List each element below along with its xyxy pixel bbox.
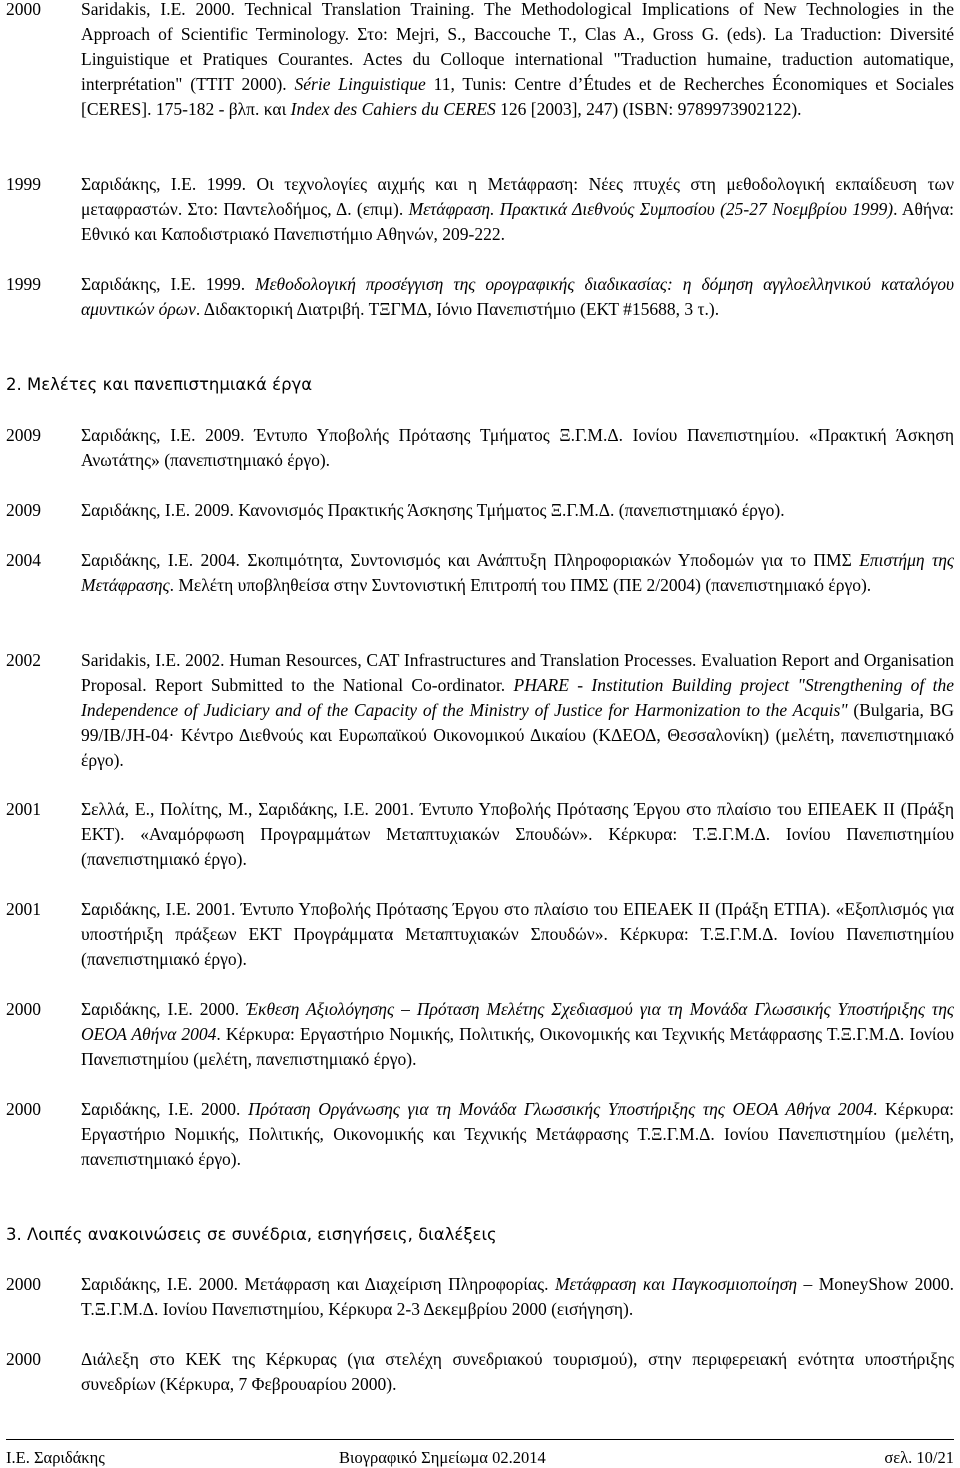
bibliography-entry <box>0 423 960 473</box>
footer-page-number: σελ. 10/21 <box>884 1448 954 1467</box>
entry-italic-run: Index des Cahiers du CERES <box>290 99 496 119</box>
entry-year: 2000 <box>6 1099 41 1119</box>
section-heading <box>6 1222 497 1247</box>
bibliography-entry <box>0 1272 960 1322</box>
entry-year: 2002 <box>6 650 41 670</box>
entry-year: 2000 <box>6 1349 41 1369</box>
entry-text-run: . Διδακτορική Διατριβή. ΤΞΓΜΔ, Ιόνιο Πανεπιστήμιο (ΕΚΤ #15688, 3 τ.). <box>195 299 720 319</box>
bibliography-entry <box>0 548 960 598</box>
entry-italic-run: Série Linguistique <box>294 74 426 94</box>
entry-year: 2001 <box>6 799 41 819</box>
entry-text <box>81 1347 954 1397</box>
entry-text-run: Σαριδάκης, Ι.Ε. 1999. <box>81 274 256 294</box>
entry-italic-run: Μετάφραση και Παγκοσμιοποίηση <box>554 1274 798 1294</box>
entry-text-run: 11, Tunis: Centre d’Études et de Recherches Économiques et Sociales [CERES]. 175-182 - βλπ. και <box>81 74 954 119</box>
section-heading-text: 2. Μελέτες και πανεπιστημιακά έργα <box>6 375 313 394</box>
entry-text-run: Σαριδάκης, Ι.Ε. 2000. <box>81 999 247 1019</box>
entry-year: 2004 <box>6 550 41 570</box>
bibliography-entry <box>0 272 960 322</box>
entry-text-run: Σαριδάκης, Ι.Ε. 2001. Έντυπο Υποβολής Πρότασης Έργου στο πλαίσιο του ΕΠΕΑΕΚ ΙΙ (Πράξη ΕΤΠΑ). «Εξοπλισμός για υποστήριξη πράξεων ΕΚΤ Προγράμματα Μεταπτυχιακών Σπουδών». Κέρκυρα: Τ.Ξ.Γ.Μ.Δ. Ιονίου Πανεπιστημίου (πανεπιστημιακό έργο). <box>81 899 954 969</box>
entry-year: 2009 <box>6 500 41 520</box>
entry-text <box>81 797 954 872</box>
entry-text-run: Σαριδάκης, Ι.Ε. 2009. Έντυπο Υποβολής Πρότασης Τμήματος Ξ.Γ.Μ.Δ. Ιονίου Πανεπιστημίου. «Πρακτική Άσκηση Ανωτάτης» (πανεπιστημιακό έργο). <box>81 425 954 470</box>
entry-text-run: Διάλεξη στο ΚΕΚ της Κέρκυρας (για στελέχη συνεδριακού τουρισμού), στην περιφερειακή ενότητα υποστήριξης συνεδρίων (Κέρκυρα, 7 Φεβρουαρίου 2000). <box>81 1349 954 1394</box>
entry-text-run: Σαριδάκης, Ι.Ε. 2000. Μετάφραση και Διαχείριση Πληροφορίας. <box>81 1274 555 1294</box>
bibliography-entry <box>0 0 960 122</box>
entry-text-run: Σαριδάκης, Ι.Ε. 2009. Κανονισμός Πρακτικής Άσκησης Τμήματος Ξ.Γ.Μ.Δ. (πανεπιστημιακό έργο). <box>81 500 785 520</box>
entry-text <box>81 1097 954 1172</box>
entry-text <box>81 0 954 122</box>
entry-italic-run: Μεθοδολογική προσέγγιση της ορογραφικής διαδικασίας: η δόμηση αγγλοελληνικού καταλόγου αμυντικών όρων <box>81 274 954 319</box>
entry-year: 2009 <box>6 425 41 445</box>
bibliography-entry <box>0 997 960 1072</box>
bibliography-entry <box>0 1347 960 1397</box>
entry-italic-run: Μετάφραση. Πρακτικά Διεθνούς Συμποσίου (25-27 Νοεμβρίου 1999) <box>408 199 894 219</box>
entry-text-run: Σαριδάκης, Ι.Ε. 2000. <box>81 1099 249 1119</box>
entry-italic-run: PHARE - Institution Building project "Strengthening of the Independence of Judiciary and of the Capacity of the Ministry of Justice for Harmonization to the Acquis" <box>81 675 954 720</box>
entry-text <box>81 1272 954 1322</box>
entry-text-run: Σαριδάκης, Ι.Ε. 2004. Σκοπιμότητα, Συντονισμός και Ανάπτυξη Πληροφοριακών Υποδομών για το ΠΜΣ <box>81 550 860 570</box>
entry-text <box>81 997 954 1072</box>
entry-text <box>81 648 954 773</box>
footer-author: Ι.Ε. Σαριδάκης <box>6 1448 105 1467</box>
entry-year: 1999 <box>6 274 41 294</box>
bibliography-entry <box>0 648 960 773</box>
entry-text-run: Σαριδάκης, Ι.Ε. 1999. Οι τεχνολογίες αιχμής και η Μετάφραση: Νέες πτυχές στη μεθοδολογική εκπαίδευση των μεταφραστών. Στο: Παντελοδήμος, Δ. (επιμ). <box>81 174 954 219</box>
page-footer <box>6 1439 954 1467</box>
entry-text-run: (Bulgaria, BG 99/IB/JH-04· Κέντρο Διεθνούς και Ευρωπαϊκού Οικονομικού Δικαίου (ΚΔΕΟΔ, Θεσσαλονίκη) (μελέτη, πανεπιστημιακό έργο). <box>81 700 954 770</box>
entry-year: 2001 <box>6 899 41 919</box>
entry-text-run: . Κέρκυρα: Εργαστήριο Νομικής, Πολιτικής, Οικονομικής και Τεχνικής Μετάφρασης Τ.Ξ.Γ.Μ.Δ. Ιονίου Πανεπιστημίου (μελέτη, πανεπιστημιακό έργο). <box>81 1024 954 1069</box>
bibliography-entry <box>0 172 960 247</box>
entry-year: 2000 <box>6 0 41 19</box>
entry-text-run: 126 [2003], 247) (ISBN: 9789973902122). <box>495 99 802 119</box>
bibliography-entry <box>0 897 960 972</box>
entry-text <box>81 897 954 972</box>
entry-italic-run: Πρόταση Οργάνωσης για τη Μονάδα Γλωσσικής Υποστήριξης της ΟΕΟΑ Αθήνα 2004 <box>248 1099 873 1119</box>
entry-text-run: Saridakis, I.E. 2002. Human Resources, CAT Infrastructures and Translation Processes. Evaluation Report and Organisation Proposal. Report Submitted to the National Co-ordinator. <box>81 650 954 695</box>
entry-year: 2000 <box>6 1274 41 1294</box>
entry-text-run: Σελλά, Ε., Πολίτης, Μ., Σαριδάκης, Ι.Ε. 2001. Έντυπο Υποβολής Πρότασης Έργου στο πλαίσιο του ΕΠΕΑΕΚ ΙΙ (Πράξη ΕΚΤ). «Αναμόρφωση Προγραμμάτων Μεταπτυχιακών Σπουδών». Κέρκυρα: Τ.Ξ.Γ.Μ.Δ. Ιονίου Πανεπιστημίου (πανεπιστημιακό έργο). <box>81 799 954 869</box>
section-heading <box>6 372 312 397</box>
entry-text-run: – MoneyShow 2000. Τ.Ξ.Γ.Μ.Δ. Ιονίου Πανεπιστημίου, Κέρκυρα 2-3 Δεκεμβρίου 2000 (εισήγηση). <box>81 1274 955 1319</box>
entry-text <box>81 423 954 473</box>
entry-italic-run: Έκθεση Αξιολόγησης – Πρόταση Μελέτης Σχεδιασμού για τη Μονάδα Γλωσσικής Υποστήριξης της ΟΕΟΑ Αθήνα 2004 <box>81 999 954 1044</box>
entry-text <box>81 172 954 247</box>
entry-text-run: . Αθήνα: Εθνικό και Καποδιστριακό Πανεπιστήμιο Αθηνών, 209-222. <box>81 199 954 244</box>
entry-text <box>81 548 954 598</box>
entry-text-run: Saridakis, I.E. 2000. Technical Translation Training. The Methodological Implications of New Technologies in the Approach of Scientific Terminology. Στο: Mejri, S., Baccouche T., Clas A., Gross G. (eds). La Traduction: Diversité Linguistique et Pratiques Courantes. Actes du Colloque international "Traduction humaine, traduction automatique, interprétation" (TTIT 2000). <box>81 0 954 94</box>
entry-text-run: . Μελέτη υποβληθείσα στην Συντονιστική Επιτροπή του ΠΜΣ (ΠΕ 2/2004) (πανεπιστημιακό έργο). <box>169 575 872 595</box>
section-heading-text: 3. Λοιπές ανακοινώσεις σε συνέδρια, εισηγήσεις, διαλέξεις <box>6 1225 497 1244</box>
entry-text-run: . Κέρκυρα: Εργαστήριο Νομικής, Πολιτικής, Οικονομικής και Τεχνικής Μετάφρασης Τ.Ξ.Γ.Μ.Δ. Ιονίου Πανεπιστημίου (μελέτη, πανεπιστημιακό έργο). <box>81 1099 954 1169</box>
entry-italic-run: Επιστήμη της Μετάφρασης <box>81 550 954 595</box>
footer-title: Βιογραφικό Σημείωμα 02.2014 <box>339 1448 546 1467</box>
entry-text <box>81 498 954 523</box>
bibliography-entry <box>0 498 960 523</box>
entry-year: 1999 <box>6 174 41 194</box>
bibliography-entry <box>0 797 960 872</box>
bibliography-entry <box>0 1097 960 1172</box>
entry-year: 2000 <box>6 999 41 1019</box>
entry-text <box>81 272 954 322</box>
